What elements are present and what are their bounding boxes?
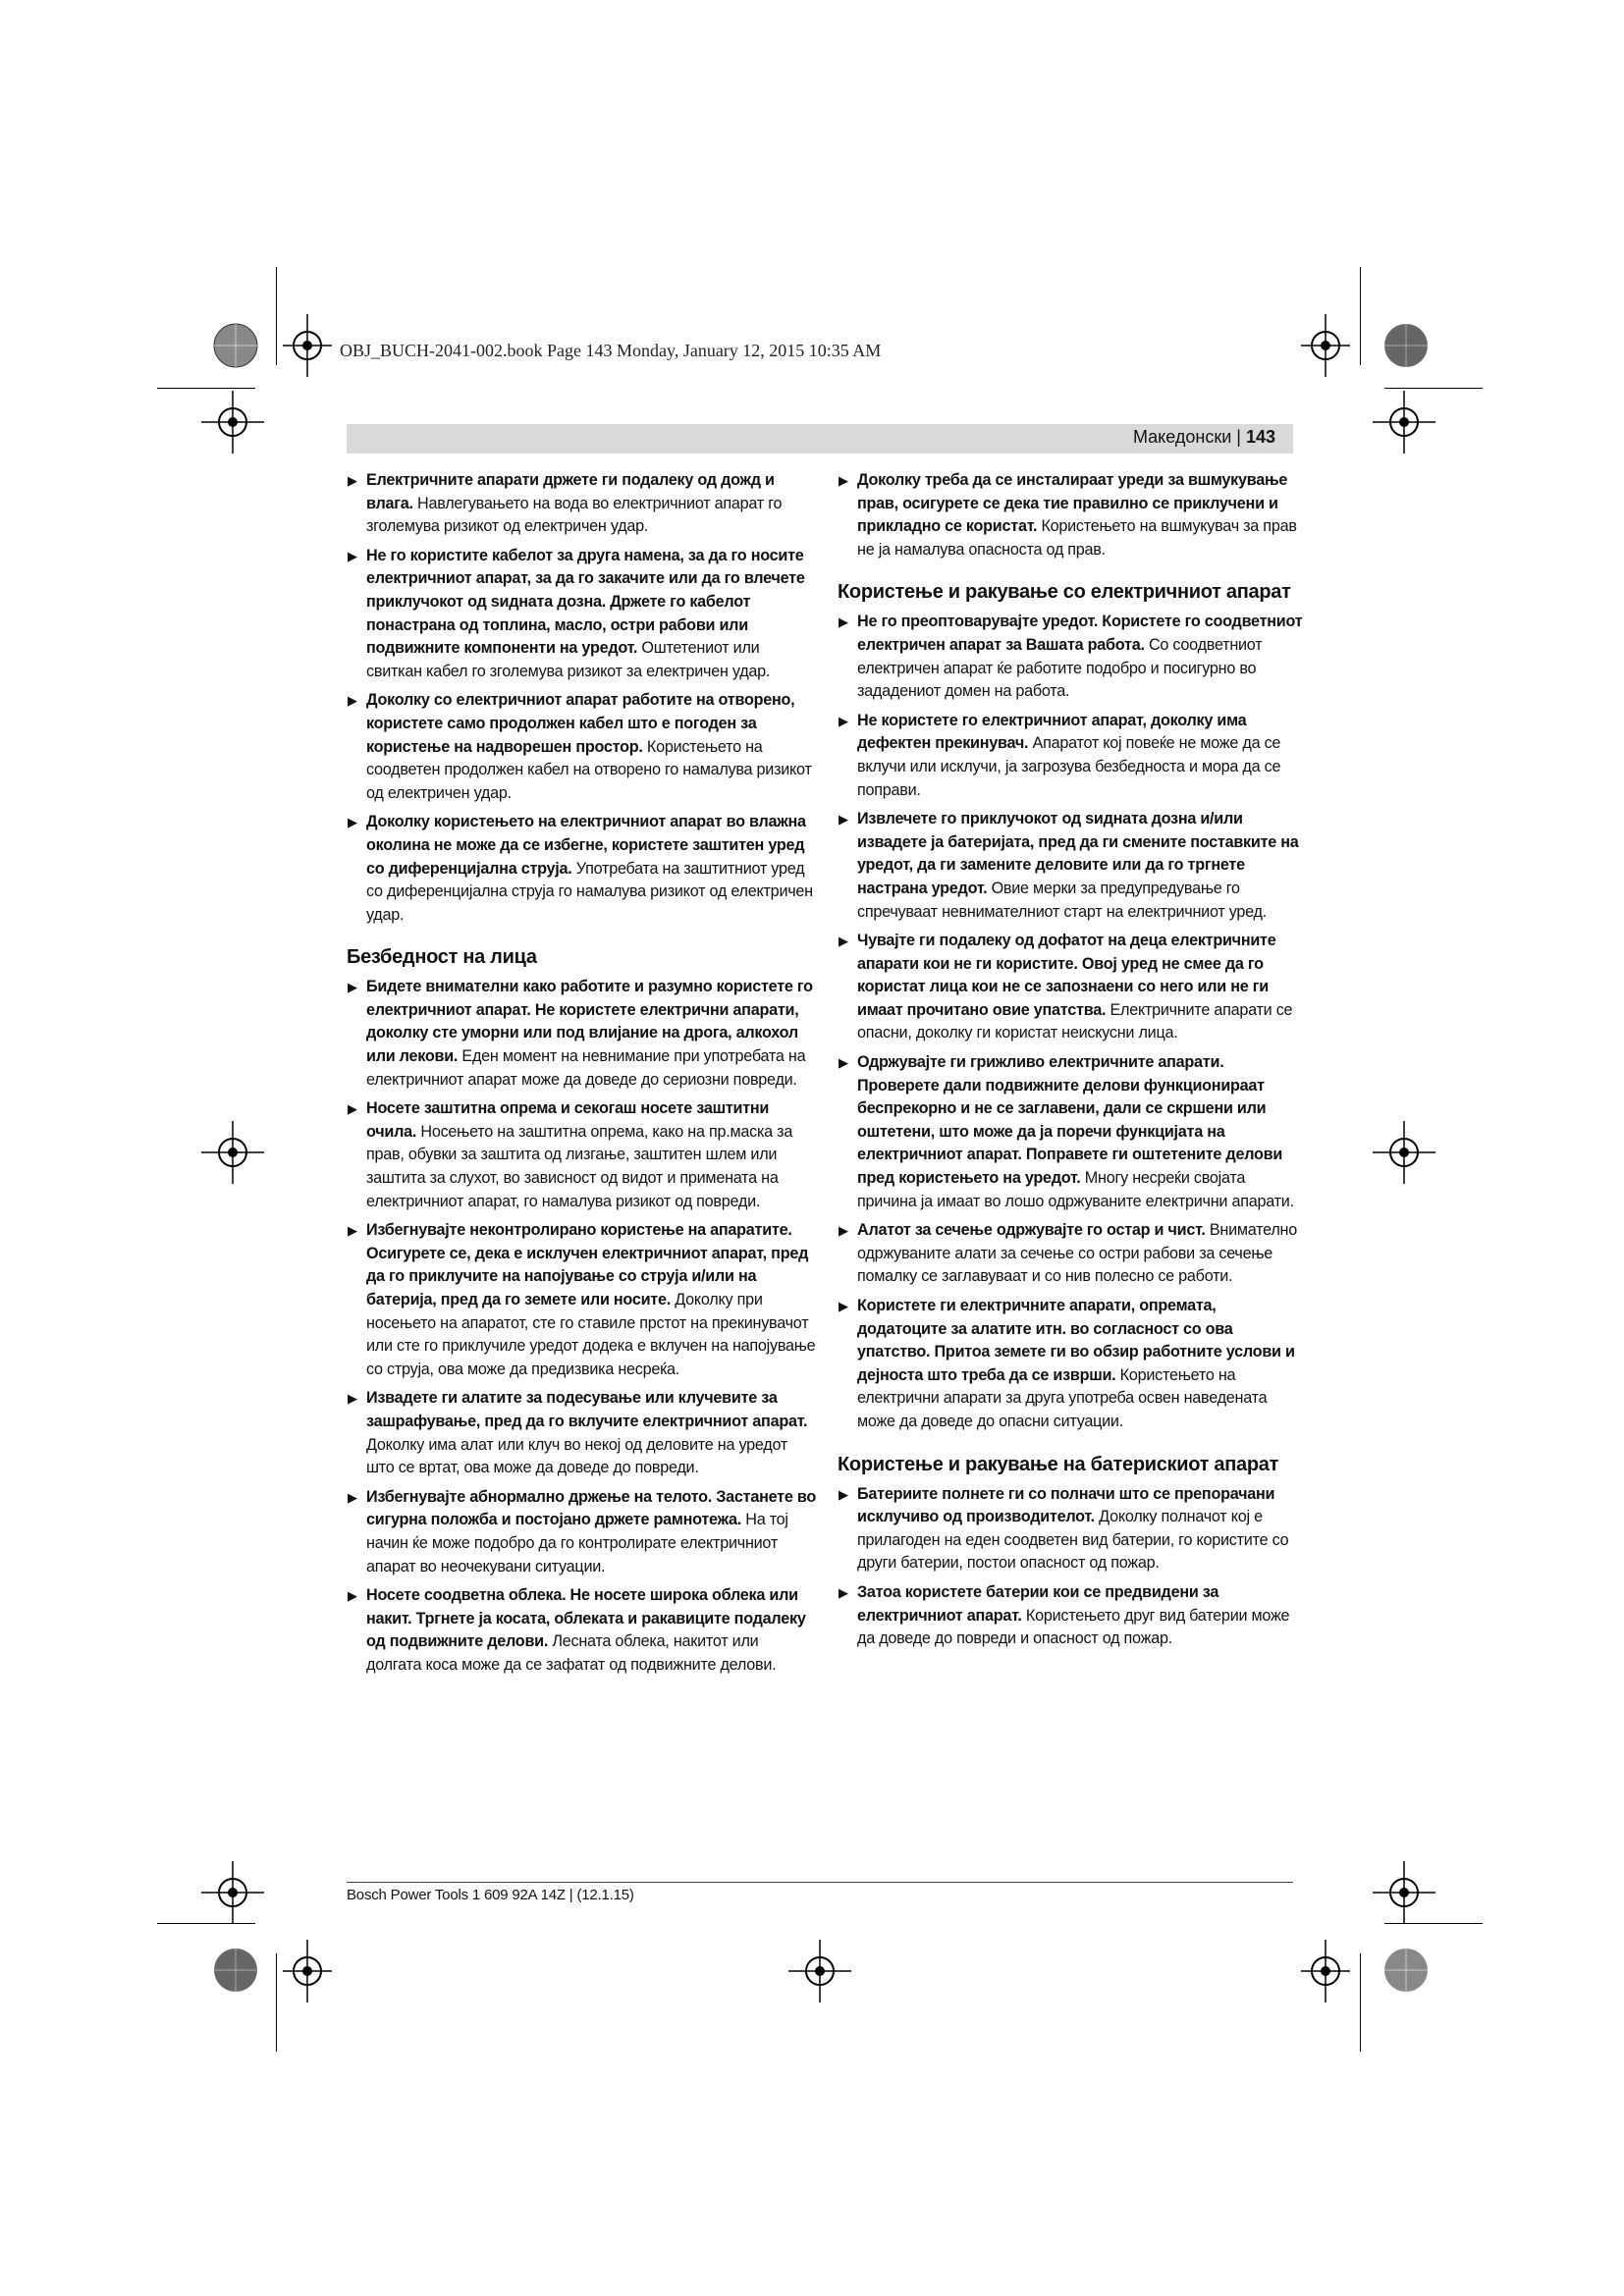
- bullet-triangle-icon: ▶: [348, 1223, 357, 1239]
- bullet-triangle-icon: ▶: [839, 812, 848, 828]
- bullet-triangle-icon: ▶: [348, 473, 357, 488]
- header-language: Македонски: [1132, 427, 1232, 447]
- crosshair-icon: [1373, 1121, 1435, 1184]
- crosshair-icon: [1373, 391, 1435, 454]
- safety-list-item: [347, 545, 816, 684]
- left-column: [347, 469, 816, 1683]
- crosshair-icon: [1373, 1861, 1435, 1924]
- item-bold-text: Батериите полнете ги со полначи што се препорачани исклучиво од производителот.: [857, 1484, 1275, 1526]
- item-normal-text: Користењето на соодветен продолжен кабел на отворено го намалува ризикот од електричен удар.: [366, 737, 812, 802]
- safety-list-item: [838, 1483, 1307, 1575]
- crosshair-icon: [201, 1121, 264, 1184]
- crosshair-icon: [201, 391, 264, 454]
- item-bold-text: Избегнувајте неконтролирано користење на апаратите. Осигурете се, дека е исклучен електричниот апарат, пред да го приклучите на напојување со струја и/или на батерија, пред да го земете или носите.: [366, 1221, 809, 1308]
- item-normal-text: Користењето на вшмукувач за прав не ја намалува опасноста од прав.: [857, 517, 1297, 559]
- crop-line: [276, 1953, 277, 2052]
- bullet-triangle-icon: ▶: [839, 1223, 848, 1239]
- item-normal-text: Еден момент на невнимание при употребата на електричниот апарат може да доведе до сериозни повреди.: [366, 1047, 806, 1089]
- item-normal-text: Користењето друг вид батерии може да доведе до повреди и опасност од пожар.: [857, 1606, 1290, 1648]
- registration-rosette-icon: [1381, 321, 1431, 370]
- safety-list-item: [347, 1387, 816, 1479]
- crop-line: [1384, 388, 1483, 389]
- item-normal-text: Носењето на заштитна опрема, како на пр.маска за прав, обувки за заштита од лизгање, заштитен шлем или заштита за слухот, во зависност од видот и примената на електричниот апарат, го намалува ризикот од повреди.: [366, 1122, 793, 1210]
- section-title-tool-use: Користење и ракување со електричниот апарат: [838, 581, 1291, 604]
- item-normal-text: На тој начин ќе може подобро да го контролирате електричниот апарат во неочекувани ситуации.: [366, 1511, 788, 1575]
- item-normal-text: Внимателно одржуваните алати за сечење со остри рабови за сечење помалку се заглавуваат и со нив полесно се работи.: [857, 1221, 1297, 1286]
- safety-list-item: [838, 710, 1307, 802]
- item-normal-text: Доколку полначот кој е прилагоден на еден соодветен вид батерии, го користите со други батерии, постои опасност од пожар.: [857, 1508, 1289, 1573]
- safety-list-item: [347, 469, 816, 539]
- left-items-top: [347, 469, 816, 927]
- item-bold-text: Не го користите кабелот за друга намена, за да го носите електричниот апарат, за да го закачите или да го влечете приклучокот од ѕидната дозна. Држете го кабелот понастрана од топлина, масло, остри рабови или подвижните компоненти на уредот.: [366, 546, 805, 658]
- safety-list-item: [347, 811, 816, 927]
- crop-line: [1360, 267, 1361, 365]
- crosshair-icon: [1301, 1940, 1350, 2002]
- item-normal-text: Овие мерки за предупредување го спречуваат невнимателниот старт на електричниот уред.: [857, 879, 1268, 921]
- crosshair-icon: [201, 1861, 264, 1924]
- safety-list-item: [347, 976, 816, 1092]
- safety-list-item: [838, 808, 1307, 924]
- safety-list-item: [838, 1581, 1307, 1651]
- safety-list-item: [347, 1097, 816, 1213]
- crop-line: [276, 267, 277, 365]
- item-normal-text: Доколку при носењето на апаратот, сте го ставиле прстот на прекинувачот или сте го приклучиле уредот додека е вклучен на напојување со струја, ова може да предизвика несреќа.: [366, 1291, 816, 1378]
- item-normal-text: Навлегувањето на вода во електричниот апарат го зголемува ризикот од електричен удар.: [366, 494, 783, 536]
- right-items-mid: [838, 611, 1307, 1433]
- item-bold-text: Извлечете го приклучокот од ѕидната дозна и/или извадете ја батеријата, пред да ги смените поставките на уредот, да ги замените деловите или да го тргнете настрана уредот.: [857, 810, 1299, 897]
- left-items-bottom: [347, 976, 816, 1677]
- item-normal-text: Употребата на заштитниот уред со диференцијална струја го намалува ризикот од електричен удар.: [366, 859, 813, 924]
- safety-list-item: [838, 1219, 1307, 1289]
- safety-list-item: [347, 1219, 816, 1381]
- right-items-bottom: [838, 1483, 1307, 1651]
- footer-text: Bosch Power Tools 1 609 92A 14Z | (12.1.15): [347, 1887, 634, 1903]
- bullet-triangle-icon: ▶: [348, 1101, 357, 1117]
- bullet-triangle-icon: ▶: [348, 1588, 357, 1604]
- bullet-triangle-icon: ▶: [839, 1486, 848, 1502]
- registration-rosette-icon: [211, 1946, 260, 1995]
- crosshair-icon: [788, 1940, 851, 2002]
- item-bold-text: Извадете ги алатите за подесување или клучевите за зашрафување, пред да го вклучите електричниот апарат.: [366, 1389, 808, 1430]
- crop-line: [1360, 1953, 1361, 2052]
- bullet-triangle-icon: ▶: [348, 815, 357, 830]
- item-bold-text: Носете заштитна опрема и секогаш носете заштитни очила.: [366, 1099, 770, 1141]
- item-bold-text: Одржувајте ги грижливо електричните апарати. Проверете дали подвижните делови функционираат беспрекорно и не се заглавени, дали се скршени или оштетени, што може да ја поречи функцијата на електричниот апарат. Поправете ги оштетените делови пред користењето на уредот.: [857, 1053, 1283, 1188]
- bullet-triangle-icon: ▶: [839, 614, 848, 630]
- item-normal-text: Оштетениот или свиткан кабел го зголемува ризикот за електричен удар.: [366, 639, 771, 680]
- footer-rule: [347, 1882, 1293, 1883]
- item-bold-text: Доколку со електричниот апарат работите на отворено, користете само продолжен кабел што е погоден за користење на надворешен простор.: [366, 691, 795, 756]
- section-title-battery-tool: Користење и ракување на батерискиот апарат: [838, 1453, 1279, 1475]
- item-bold-text: Електричните апарати држете ги подалеку од дожд и влага.: [366, 471, 775, 512]
- item-bold-text: Затоа користете батерии кои се предвидени за електричниот апарат.: [857, 1582, 1219, 1625]
- item-bold-text: Чувајте ги подалеку од дофатот на деца електричните апарати кои не ги користите. Овој уред не смее да го користат лица кои не се запознаени со него или не ги имаат прочитано овие упатства.: [857, 932, 1276, 1019]
- crosshair-icon: [283, 1940, 332, 2002]
- bullet-triangle-icon: ▶: [348, 1391, 357, 1407]
- crop-line: [157, 388, 255, 389]
- item-bold-text: Доколку користењето на електричниот апарат во влажна околина не може да се избегне, користете заштитен уред со диференцијална струја.: [366, 813, 806, 878]
- crop-line: [157, 1923, 255, 1924]
- bullet-triangle-icon: ▶: [348, 980, 357, 995]
- item-normal-text: Апаратот кој повеќе не може да се вклучи или исклучи, ја загрозува безбедноста и мора да се поправи.: [857, 734, 1281, 799]
- registration-rosette-icon: [211, 321, 260, 370]
- crop-line: [1384, 1923, 1483, 1924]
- item-bold-text: Носете соодветна облека. Не носете широка облека или накит. Тргнете ја косата, облеката и ракавиците подалеку од подвижните делови.: [366, 1586, 806, 1651]
- bullet-triangle-icon: ▶: [839, 473, 848, 488]
- bullet-triangle-icon: ▶: [839, 1299, 848, 1313]
- right-column: [838, 469, 1307, 1657]
- registration-rosette-icon: [1381, 1946, 1431, 1995]
- safety-list-item: [347, 1486, 816, 1578]
- safety-list-item: [838, 1295, 1307, 1434]
- item-bold-text: Избегнувајте абнормално држење на телото. Застанете во сигурна положба и постојано држете рамнотежа.: [366, 1487, 816, 1529]
- item-bold-text: Не го преоптоварувајте уредот. Користете го соодветниот електричен апарат за Вашата работа.: [857, 613, 1303, 654]
- item-normal-text: Многу несреќи својата причина ја имаат во лошо одржуваните електрични апарати.: [857, 1169, 1294, 1210]
- item-normal-text: Електричните апарати се опасни, доколку ги користат неискусни лица.: [857, 1000, 1293, 1042]
- bullet-triangle-icon: ▶: [348, 548, 357, 563]
- right-items-top: [838, 469, 1307, 561]
- section-title-personal-safety: Безбедност на лица: [347, 946, 537, 969]
- bullet-triangle-icon: ▶: [839, 1584, 848, 1600]
- safety-list-item: [838, 611, 1307, 703]
- item-normal-text: Со соодветниот електричен апарат ќе работите подобро и посигурно во зададениот домен на работа.: [857, 635, 1263, 701]
- item-bold-text: Не користете го електричниот апарат, доколку има дефектен прекинувач.: [857, 711, 1247, 753]
- item-normal-text: Користењето на електрични апарати за друга употреба освен наведената може да доведе до опасни ситуации.: [857, 1365, 1268, 1430]
- page-number: 143: [1245, 427, 1275, 447]
- item-normal-text: Лесната облека, накитот или долгата коса може да се зафатат од подвижните делови.: [366, 1632, 777, 1674]
- safety-list-item: [347, 1584, 816, 1677]
- item-bold-text: Доколку треба да се инсталираат уреди за вшмукување прав, осигурете се дека тие правилно се приклучени и прикладно се користат.: [857, 471, 1288, 536]
- crosshair-icon: [283, 314, 332, 377]
- item-bold-text: Користете ги електричните апарати, опремата, додатоците за алатите итн. во согласност со ова упатство. Притоа земете ги во обзир работните услови и дејноста што треба да се изврши.: [857, 1297, 1295, 1384]
- item-normal-text: Доколку има алат или клуч во некој од деловите на уредот што се вртат, ова може да доведе до повреди.: [366, 1435, 788, 1477]
- page-header-bar: [347, 424, 1293, 454]
- bullet-triangle-icon: ▶: [348, 1489, 357, 1505]
- safety-list-item: [347, 689, 816, 805]
- bullet-triangle-icon: ▶: [839, 713, 848, 728]
- safety-list-item: [838, 1051, 1307, 1213]
- item-bold-text: Алатот за сечење одржувајте го остар и чист.: [857, 1221, 1206, 1240]
- safety-list-item: [838, 930, 1307, 1045]
- bullet-triangle-icon: ▶: [348, 693, 357, 709]
- bullet-triangle-icon: ▶: [839, 934, 848, 949]
- printer-slug: OBJ_BUCH-2041-002.book Page 143 Monday, January 12, 2015 10:35 AM: [340, 341, 882, 360]
- crosshair-icon: [1301, 314, 1350, 377]
- bullet-triangle-icon: ▶: [839, 1055, 848, 1071]
- safety-list-item: [838, 469, 1307, 561]
- item-bold-text: Бидете внимателни како работите и разумно користете го електричниот апарат. Не користете електрични апарати, доколку сте уморни или под влијание на дрога, алкохол или лекови.: [366, 978, 813, 1066]
- header-separator: |: [1231, 427, 1246, 447]
- page-header: [1133, 427, 1275, 448]
